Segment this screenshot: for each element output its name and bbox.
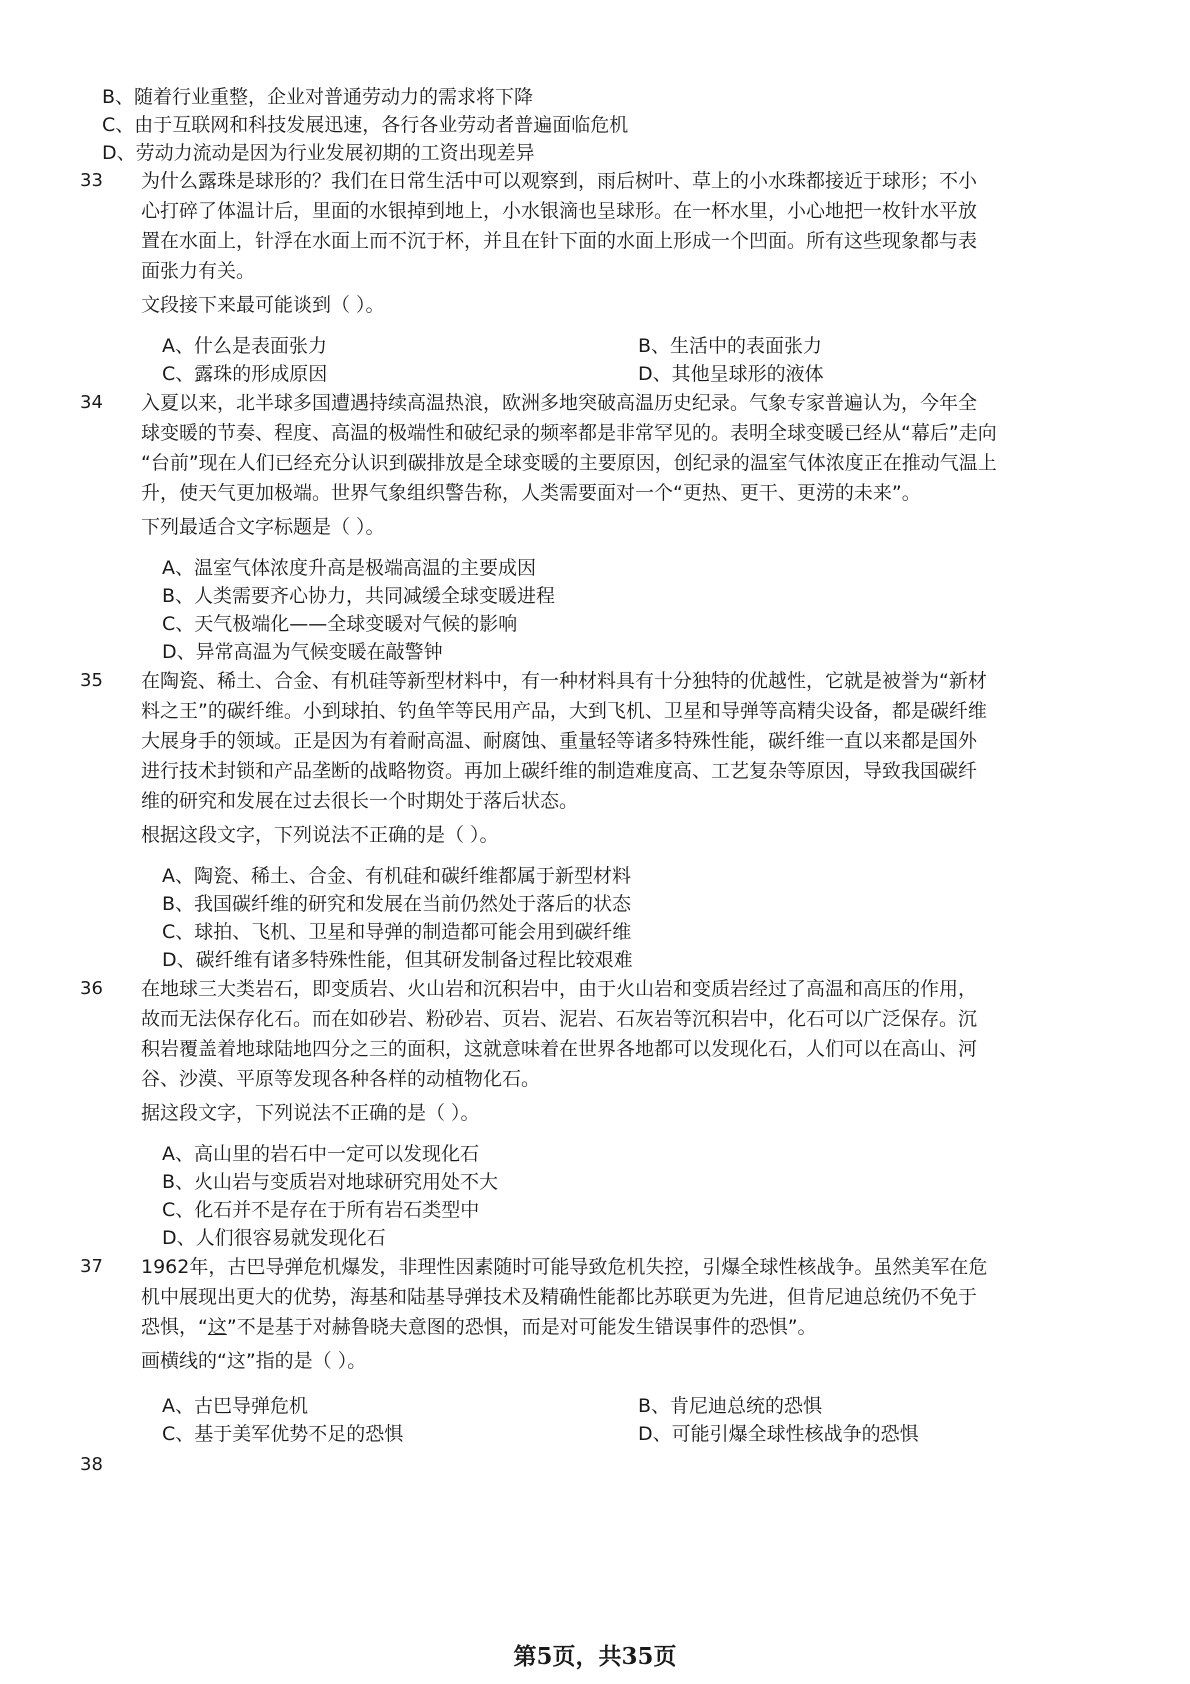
question-34-number: 34 xyxy=(80,392,103,413)
passage-text: ”不是基于对赫鲁晓夫意图的恐惧，而是对可能发生错误事件的恐惧”。 xyxy=(226,1316,817,1338)
question-34-passage xyxy=(141,388,1091,508)
prev-option-b: B、随着行业重整，企业对普通劳动力的需求将下降 xyxy=(102,86,534,108)
question-33-option-b: B、生活中的表面张力 xyxy=(638,335,823,357)
question-35-option-d: D、碳纤维有诸多特殊性能，但其研发制备过程比较艰难 xyxy=(162,949,633,971)
question-37-option-b: B、肯尼迪总统的恐惧 xyxy=(638,1395,823,1417)
question-35-option-b: B、我国碳纤维的研究和发展在当前仍然处于落后的状态 xyxy=(162,893,632,915)
passage-line: 为什么露珠是球形的？我们在日常生活中可以观察到，雨后树叶、草上的小水珠都接近于球形；不小 xyxy=(141,170,978,192)
passage-line: 故而无法保存化石。而在如砂岩、粉砂岩、页岩、泥岩、石灰岩等沉积岩中，化石可以广泛保存。沉 xyxy=(141,1008,978,1030)
question-33-number: 33 xyxy=(80,170,103,191)
question-36-passage xyxy=(141,974,1091,1094)
passage-line: 1962年，古巴导弹危机爆发，非理性因素随时可能导致危机失控，引爆全球性核战争。虽然美军在危 xyxy=(141,1256,988,1278)
passage-line: 积岩覆盖着地球陆地四分之三的面积，这就意味着在世界各地都可以发现化石，人们可以在高山、河 xyxy=(141,1038,978,1060)
question-35-option-c: C、球拍、飞机、卫星和导弹的制造都可能会用到碳纤维 xyxy=(162,921,632,943)
question-36-option-c: C、化石并不是存在于所有岩石类型中 xyxy=(162,1199,480,1221)
question-33-option-a: A、什么是表面张力 xyxy=(162,335,327,357)
passage-text: 恐惧，“ xyxy=(141,1316,208,1338)
question-33-option-d: D、其他呈球形的液体 xyxy=(638,363,824,385)
passage-line: 大展身手的领域。正是因为有着耐高温、耐腐蚀、重量轻等诸多特殊性能，碳纤维一直以来都是国外 xyxy=(141,730,978,752)
question-35-passage xyxy=(141,666,1091,816)
prev-option-d: D、劳动力流动是因为行业发展初期的工资出现差异 xyxy=(102,142,535,164)
passage-line: 面张力有关。 xyxy=(141,260,256,282)
passage-line: 料之王”的碳纤维。小到球拍、钓鱼竿等民用产品，大到飞机、卫星和导弹等高精尖设备，都是碳纤维 xyxy=(141,700,987,722)
question-37-option-c: C、基于美军优势不足的恐惧 xyxy=(162,1423,404,1445)
passage-line: “台前”现在人们已经充分认识到碳排放是全球变暖的主要原因，创纪录的温室气体浓度正在推动气温上 xyxy=(141,452,997,474)
question-35-prompt: 根据这段文字，下列说法不正确的是（ ）。 xyxy=(141,824,499,846)
question-36-option-d: D、人们很容易就发现化石 xyxy=(162,1227,386,1249)
question-36-prompt: 据这段文字，下列说法不正确的是（ ）。 xyxy=(141,1102,480,1124)
passage-line: 入夏以来，北半球多国遭遇持续高温热浪，欧洲多地突破高温历史纪录。气象专家普遍认为，今年全 xyxy=(141,392,978,414)
passage-line: 心打碎了体温计后，里面的水银掉到地上，小水银滴也呈球形。在一杯水里，小心地把一枚针水平放 xyxy=(141,200,978,222)
question-36-number: 36 xyxy=(80,978,103,999)
passage-line: 进行技术封锁和产品垄断的战略物资。再加上碳纤维的制造难度高、工艺复杂等原因，导致我国碳纤 xyxy=(141,760,978,782)
passage-line: 在陶瓷、稀土、合金、有机硅等新型材料中，有一种材料具有十分独特的优越性，它就是被誉为“新材 xyxy=(141,670,987,692)
passage-line: 置在水面上，针浮在水面上而不沉于杯，并且在针下面的水面上形成一个凹面。所有这些现象都与表 xyxy=(141,230,978,252)
question-37-passage xyxy=(141,1252,1091,1342)
underlined-word: 这 xyxy=(207,1316,227,1338)
question-36-option-b: B、火山岩与变质岩对地球研究用处不大 xyxy=(162,1171,499,1193)
question-33-passage xyxy=(141,166,1091,286)
question-35-option-a: A、陶瓷、稀土、合金、有机硅和碳纤维都属于新型材料 xyxy=(162,865,631,887)
question-34-prompt: 下列最适合文字标题是（ ）。 xyxy=(141,516,385,538)
passage-line: 升，使天气更加极端。世界气象组织警告称，人类需要面对一个“更热、更干、更涝的未来”。 xyxy=(141,482,921,504)
question-34-option-d: D、异常高温为气候变暖在敲警钟 xyxy=(162,641,443,663)
passage-line: 在地球三大类岩石，即变质岩、火山岩和沉积岩中，由于火山岩和变质岩经过了高温和高压的作用， xyxy=(141,978,978,1000)
prev-option-c: C、由于互联网和科技发展迅速，各行各业劳动者普遍面临危机 xyxy=(102,114,629,136)
question-37-number: 37 xyxy=(80,1256,103,1277)
passage-line: 谷、沙漠、平原等发现各种各样的动植物化石。 xyxy=(141,1068,541,1090)
question-37-prompt: 画横线的“这”指的是（ ）。 xyxy=(141,1350,367,1372)
passage-line: 维的研究和发展在过去很长一个时期处于落后状态。 xyxy=(141,790,579,812)
question-33-option-c: C、露珠的形成原因 xyxy=(162,363,328,385)
question-34-option-a: A、温室气体浓度升高是极端高温的主要成因 xyxy=(162,557,536,579)
passage-line: 机中展现出更大的优势，海基和陆基导弹技术及精确性能都比苏联更为先进，但肯尼迪总统仍不免于 xyxy=(141,1286,978,1308)
page-footer: 第5页，共35页 xyxy=(513,1643,677,1670)
passage-line xyxy=(141,1312,1091,1342)
question-33-prompt: 文段接下来最可能谈到（ ）。 xyxy=(141,294,385,316)
question-38-number: 38 xyxy=(80,1454,103,1475)
passage-line: 球变暖的节奏、程度、高温的极端性和破纪录的频率都是非常罕见的。表明全球变暖已经从“幕后”走向 xyxy=(141,422,997,444)
question-35-number: 35 xyxy=(80,670,103,691)
question-34-option-b: B、人类需要齐心协力，共同减缓全球变暖进程 xyxy=(162,585,556,607)
question-34-option-c: C、天气极端化——全球变暖对气候的影响 xyxy=(162,613,518,635)
question-37-option-a: A、古巴导弹危机 xyxy=(162,1395,308,1417)
question-36-option-a: A、高山里的岩石中一定可以发现化石 xyxy=(162,1143,479,1165)
question-37-option-d: D、可能引爆全球性核战争的恐惧 xyxy=(638,1423,919,1445)
